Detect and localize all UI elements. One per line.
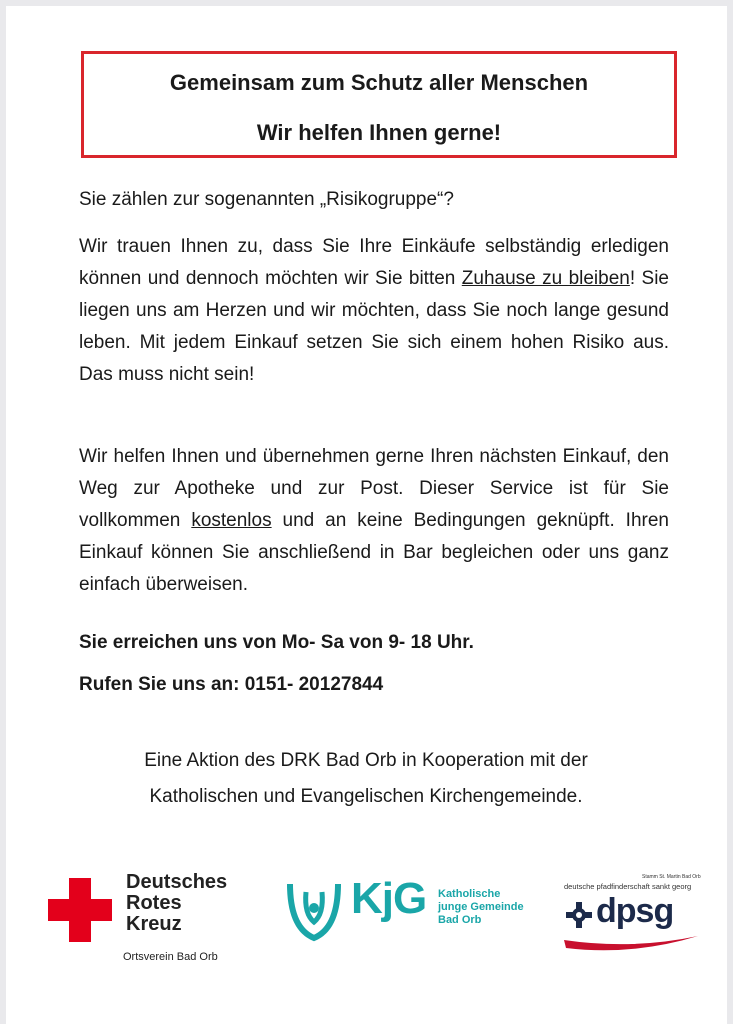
red-cross-icon: [48, 878, 112, 942]
drk-line-1: Deutsches: [126, 871, 228, 893]
underlined-stay-home: Zuhause zu bleiben: [461, 268, 630, 289]
drk-subtitle: Ortsverein Bad Orb: [123, 951, 218, 963]
paragraph-text: Wir helfen Ihnen und übernehmen gerne Ihren nächsten Einkauf, den Weg zur Apotheke und zur Post. Dieser Service ist für Sie vollkommen: [79, 446, 669, 531]
logo-row: [6, 866, 727, 976]
footer-line-2: Katholischen und Evangelischen Kirchengemeinde.: [149, 786, 583, 807]
kjg-wordmark: KjG: [351, 874, 427, 923]
drk-line-2: Rotes: [126, 892, 182, 914]
underlined-free: kostenlos: [191, 510, 272, 531]
paragraph-text: ! Sie liegen uns am Herzen und wir möchten, dass Sie noch lange gesund leben. Mit jedem Einkauf setzen Sie sich einem hohen Risiko aus. Das muss nicht sein!: [79, 268, 669, 385]
footer-note: [66, 743, 666, 815]
kjg-subtitle: [438, 888, 524, 927]
red-swoosh-icon: [562, 932, 700, 952]
footer-line-1: Eine Aktion des DRK Bad Orb in Kooperation mit der: [144, 750, 588, 771]
paragraph-stay-home: [79, 231, 669, 391]
kjg-sub-2: junge Gemeinde: [438, 901, 524, 913]
drk-logo-text: [126, 872, 227, 935]
lily-cross-icon: [564, 900, 594, 930]
dpsg-wordmark: dpsg: [596, 892, 674, 930]
paragraph-service: [79, 441, 669, 601]
header-title: Gemeinsam zum Schutz aller Menschen: [169, 70, 589, 95]
paragraph-text: Wir trauen Ihnen zu, dass Sie Ihre Einkäufe selbständig erledigen können und dennoch möchten wir Sie bitten: [79, 236, 669, 289]
contact-hours: Sie erreichen uns von Mo- Sa von 9- 18 Uhr.: [79, 632, 474, 653]
paragraph-text: und an keine Bedingungen geknüpft. Ihren Einkauf können Sie anschließend in Bar begleichen oder uns ganz einfach überweisen.: [79, 510, 669, 595]
kjg-sub-1: Katholische: [438, 888, 501, 900]
dpsg-stamm: Stamm St. Martin Bad Orb: [642, 874, 701, 880]
flyer-page: [6, 6, 727, 1024]
header-box: [81, 51, 677, 158]
kjg-emblem-icon: [286, 878, 342, 942]
contact-phone: Rufen Sie uns an: 0151- 20127844: [79, 674, 384, 695]
kjg-sub-3: Bad Orb: [438, 914, 482, 926]
dpsg-fullname: deutsche pfadfinderschaft sankt georg: [564, 882, 692, 891]
drk-line-3: Kreuz: [126, 913, 182, 935]
intro-question: Sie zählen zur sogenannten „Risikogruppe“?: [79, 189, 454, 210]
header-subtitle: Wir helfen Ihnen gerne!: [256, 120, 502, 145]
